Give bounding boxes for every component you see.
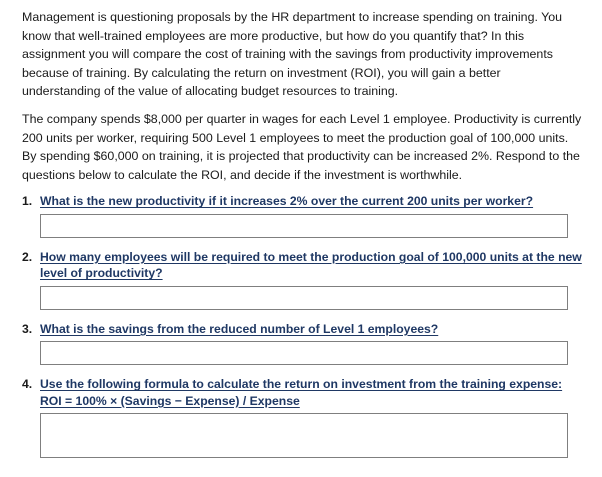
answer-box-4[interactable] [40,413,568,458]
question-3 [22,321,582,366]
question-number: 1. [22,194,33,209]
answer-box-1[interactable] [40,214,568,238]
question-4 [22,376,582,458]
question-text: What is the savings from the reduced number of Level 1 employees? [40,321,439,336]
intro-paragraph-2: The company spends $8,000 per quarter in wages for each Level 1 employee. Productivity is currently 200 units per worker, requiring 500 Level 1 employees to meet the production goal of 100,000 units. By spending $60,000 on training, it is projected that productivity can be increased 2%. Respond to the questions below to calculate the ROI, and decide if the investment is worthwhile. [22,111,582,182]
answer-box-2[interactable] [40,286,568,310]
question-1 [22,193,582,238]
answer-box-3[interactable] [40,341,568,365]
question-number: 3. [22,321,33,336]
question-2 [22,249,582,310]
question-text: What is the new productivity if it increases 2% over the current 200 units per worker? [40,194,534,209]
question-text: Use the following formula to calculate the return on investment from the training expense: ROI = 100% × (Savings − Expense) / Expense [40,377,563,408]
intro-paragraph-1: Management is questioning proposals by the HR department to increase spending on training. You know that well-trained employees are more productive, but how do you quantify that? In this assignment you will compare the cost of training with the savings from productivity improvements because of training. By calculating the return on investment (ROI), you will gain a better understanding of the value of allocating budget resources to training. [22,10,563,99]
question-text: How many employees will be required to meet the production goal of 100,000 units at the new level of productivity? [40,249,582,281]
question-number: 4. [22,377,33,392]
assignment-page [22,8,582,458]
question-number: 2. [22,249,33,264]
